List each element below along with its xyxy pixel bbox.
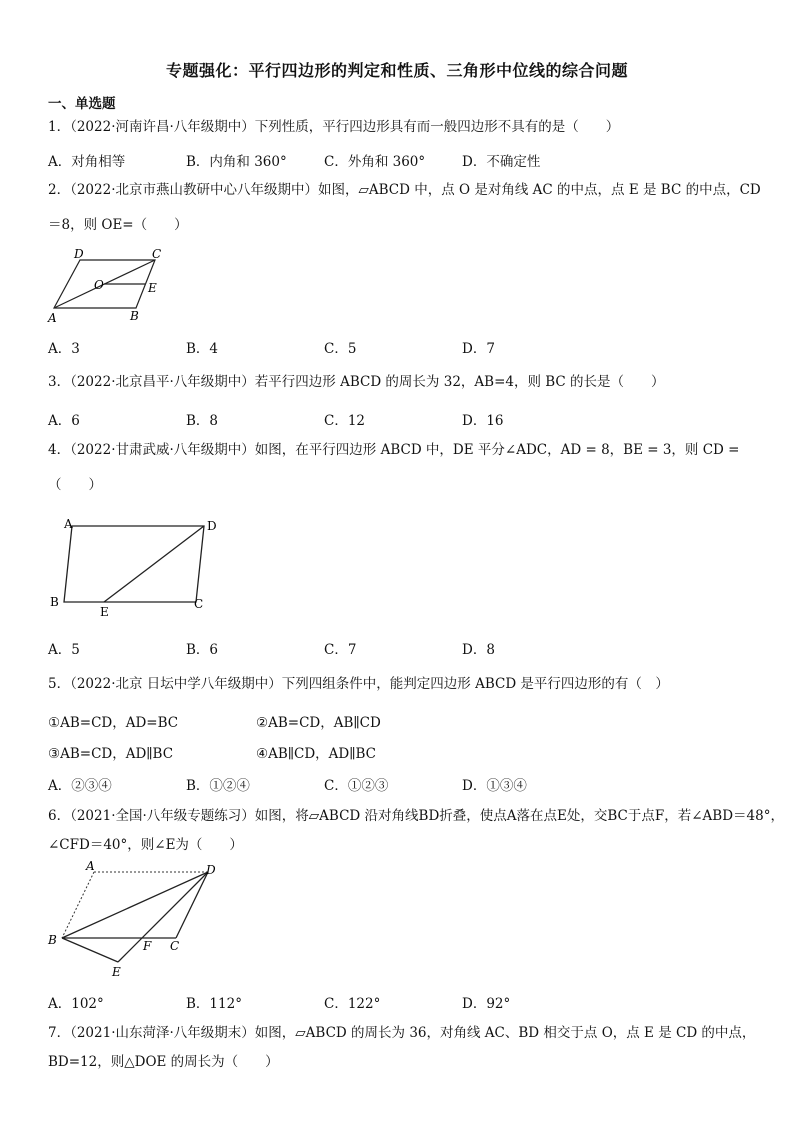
q5-option-d: D．①③④	[462, 778, 527, 794]
q2-option-b: B．4	[186, 341, 219, 357]
q6-option-c: C．122°	[324, 996, 381, 1012]
q2-option-c: C．5	[324, 341, 357, 357]
q6-segment-ed	[118, 872, 208, 962]
page-title: 专题强化：平行四边形的判定和性质、三角形中位线的综合问题	[165, 61, 628, 80]
question-4-text-cont: （ ）	[48, 477, 102, 493]
q4-label-d: D	[207, 519, 217, 533]
q6-dashed-ab	[62, 872, 94, 938]
q6-option-b: B．112°	[186, 996, 242, 1012]
question-3-text: 3．（2022·北京昌平·八年级期中）若平行四边形 ABCD 的周长为 32，AB=4，则 BC 的长是（ ）	[48, 374, 665, 390]
q6-folding-figure	[40, 858, 230, 982]
q2-option-a: A．3	[48, 341, 80, 357]
q6-label-f: F	[143, 939, 152, 953]
question-1-text: 1．（2022·河南许昌·八年级期中）下列性质，平行四边形具有而一般四边形不具有的是（ ）	[48, 119, 620, 135]
q6-label-d: D	[206, 863, 216, 877]
q4-option-d: D．8	[462, 642, 495, 658]
q5-condition-3: ③AB=CD，AD∥BC	[48, 746, 174, 762]
question-6-text-cont: ∠CFD＝40°，则∠E为（ ）	[48, 837, 243, 853]
q1-option-d: D．不确定性	[462, 154, 541, 170]
question-6-text: 6．（2021·全国·八年级专题练习）如图，将▱ABCD 沿对角线BD折叠，使点A落在点E处，交BC于点F，若∠ABD＝48°，	[48, 808, 784, 824]
q3-option-b: B．8	[186, 413, 219, 429]
q2-label-a: A	[48, 311, 57, 325]
q4-label-e: E	[100, 605, 109, 616]
q3-option-d: D．16	[462, 413, 504, 429]
q5-condition-4: ④AB∥CD，AD∥BC	[256, 746, 376, 762]
question-5-text: 5．（2022·北京 日坛中学八年级期中）下列四组条件中，能判定四边形 ABCD 是平行四边形的有（ ）	[48, 676, 669, 692]
question-4-text: 4．（2022·甘肃武威·八年级期中）如图，在平行四边形 ABCD 中，DE 平分∠ADC，AD = 8，BE = 3，则 CD =	[48, 442, 740, 458]
q4-segment-de	[104, 526, 204, 602]
question-7-text: 7．（2021·山东菏泽·八年级期末）如图，▱ABCD 的周长为 36，对角线 AC、BD 相交于点 O，点 E 是 CD 的中点，	[48, 1025, 756, 1041]
q5-condition-1: ①AB=CD，AD=BC	[48, 715, 179, 731]
q4-label-a: A	[64, 517, 73, 531]
q2-label-b: B	[130, 309, 139, 323]
q6-label-b: B	[48, 933, 57, 947]
q6-label-a: A	[86, 859, 95, 873]
q2-label-e: E	[148, 281, 157, 295]
question-7-text-cont: BD=12，则△DOE 的周长为（ ）	[48, 1054, 279, 1070]
question-2-text: 2．（2022·北京市燕山教研中心八年级期中）如图，▱ABCD 中，点 O 是对角线 AC 的中点，点 E 是 BC 的中点，CD	[48, 182, 761, 198]
q6-side-cd	[176, 872, 208, 938]
q3-option-c: C．12	[324, 413, 366, 429]
q2-parallelogram-figure	[40, 246, 180, 326]
q5-condition-2: ②AB=CD，AB∥CD	[256, 715, 381, 731]
q5-option-a: A．②③④	[48, 778, 112, 794]
q4-label-b: B	[50, 595, 59, 609]
q6-label-e: E	[112, 965, 121, 979]
q4-parallelogram-figure	[44, 512, 244, 616]
q6-segment-be	[62, 938, 118, 962]
q1-option-b: B．内角和 360°	[186, 154, 287, 170]
q4-parallelogram	[64, 526, 204, 602]
q5-option-b: B．①②④	[186, 778, 250, 794]
q4-option-a: A．5	[48, 642, 80, 658]
q2-label-d: D	[74, 247, 84, 261]
q3-option-a: A．6	[48, 413, 80, 429]
q1-option-a: A．对角相等	[48, 154, 126, 170]
q2-label-o: O	[94, 278, 104, 292]
q1-option-c: C．外角和 360°	[324, 154, 426, 170]
q6-label-c: C	[170, 939, 180, 953]
q4-option-c: C．7	[324, 642, 357, 658]
q6-option-d: D．92°	[462, 996, 511, 1012]
section-heading: 一、单选题	[48, 96, 116, 112]
q2-label-c: C	[152, 247, 162, 261]
question-2-text-cont: ＝8，则 OE=（ ）	[48, 217, 188, 233]
q4-label-c: C	[194, 597, 204, 611]
q5-option-c: C．①②③	[324, 778, 389, 794]
q6-option-a: A．102°	[48, 996, 104, 1012]
q4-option-b: B．6	[186, 642, 219, 658]
q2-option-d: D．7	[462, 341, 495, 357]
q6-diagonal-bd	[62, 872, 208, 938]
